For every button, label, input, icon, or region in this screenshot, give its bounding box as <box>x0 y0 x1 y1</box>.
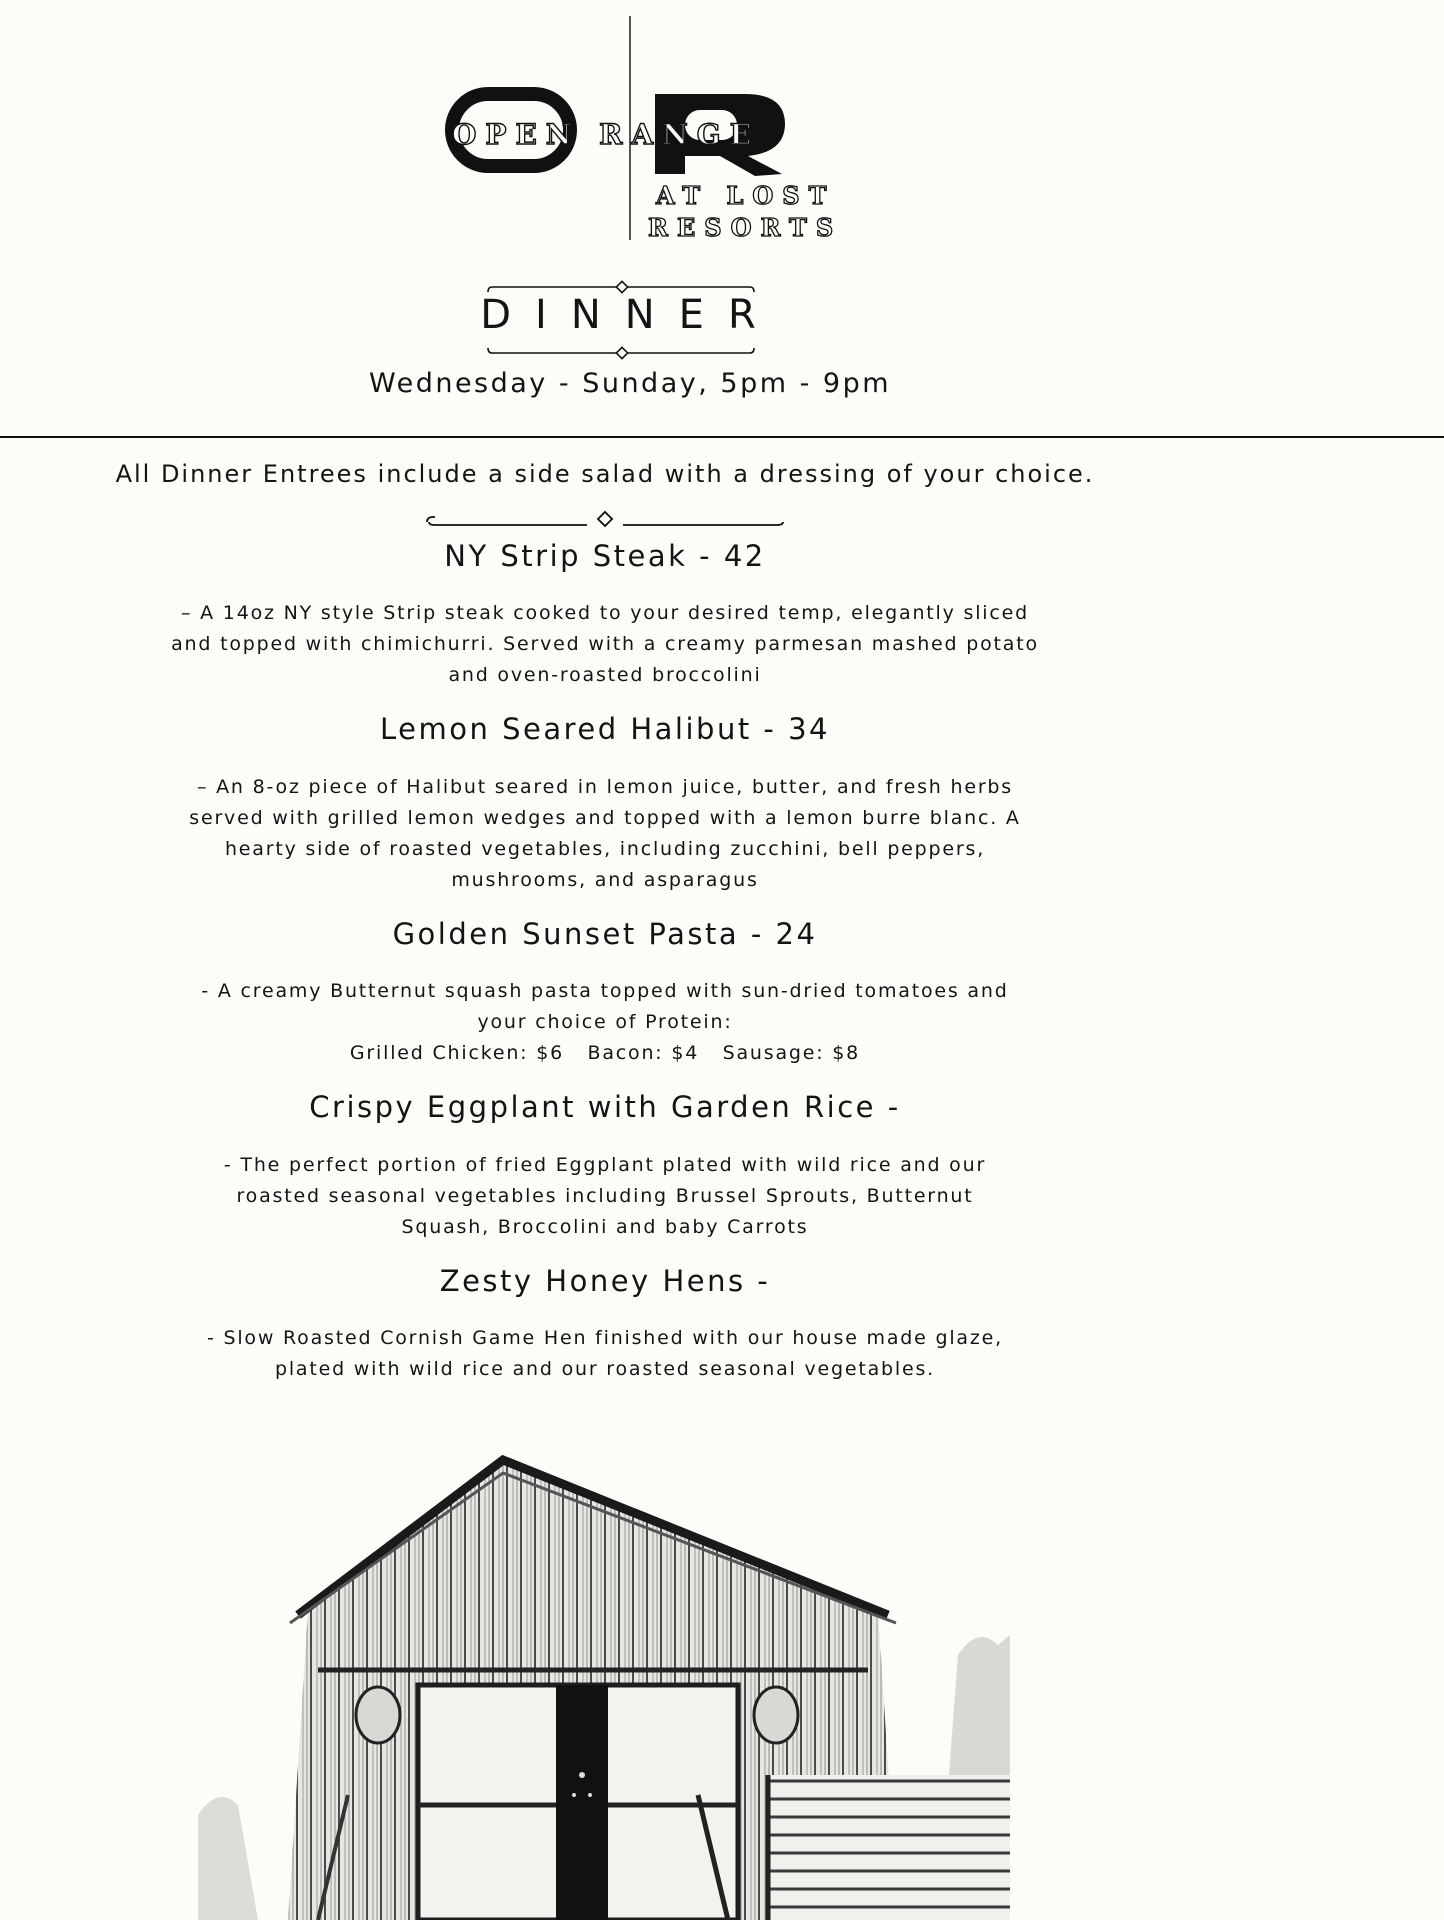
logo-text-at-lost: AT LOST <box>656 181 836 210</box>
menu-item-description <box>0 976 1210 1069</box>
description-line: - A creamy Butternut squash pasta topped with sun-dried tomatoes and <box>201 980 1009 1002</box>
menu-item-title: NY Strip Steak - 42 <box>444 539 766 573</box>
menu-item-title: Golden Sunset Pasta - 24 <box>392 917 818 951</box>
menu-item-title: Lemon Seared Halibut - 34 <box>379 712 830 746</box>
menu-item-description <box>0 772 1210 896</box>
entree-note: All Dinner Entrees include a side salad with a dressing of your choice. <box>115 460 1095 488</box>
divider <box>0 436 1444 438</box>
menu-item-title: Crispy Eggplant with Garden Rice - <box>309 1090 901 1124</box>
description-line: served with grilled lemon wedges and topped with a lemon burre blanc. A <box>189 807 1021 829</box>
description-line: your choice of Protein: <box>477 1011 733 1033</box>
menu-item-description <box>0 1323 1210 1385</box>
barn-photo <box>198 1455 1010 1920</box>
ornament-bottom <box>486 344 756 360</box>
description-line: - Slow Roasted Cornish Game Hen finished with our house made glaze, <box>207 1327 1003 1349</box>
menu-item-title: Zesty Honey Hens - <box>439 1264 771 1298</box>
menu-item-description <box>0 1150 1210 1243</box>
description-line: roasted seasonal vegetables including Brussel Sprouts, Butternut <box>236 1185 974 1207</box>
description-line: and topped with chimichurri. Served with a creamy parmesan mashed potato <box>171 633 1039 655</box>
page-title: DINNER <box>480 292 780 338</box>
description-line: and oven-roasted broccolini <box>448 664 762 686</box>
service-hours: Wednesday - Sunday, 5pm - 9pm <box>368 368 892 399</box>
description-line: – A 14oz NY style Strip steak cooked to your desired temp, elegantly sliced <box>181 602 1029 624</box>
open-range-logo <box>430 14 850 254</box>
description-line: mushrooms, and asparagus <box>451 869 759 891</box>
ornament-note <box>425 509 785 529</box>
description-line: – An 8-oz piece of Halibut seared in lemon juice, butter, and fresh herbs <box>197 776 1013 798</box>
description-line: Grilled Chicken: $6 Bacon: $4 Sausage: $8 <box>349 1042 861 1064</box>
logo-text-open-range: OPEN RANGE <box>452 118 760 151</box>
description-line: plated with wild rice and our roasted seasonal vegetables. <box>274 1358 936 1380</box>
description-line: hearty side of roasted vegetables, including zucchini, bell peppers, <box>224 838 986 860</box>
menu-item-description <box>0 598 1210 691</box>
description-line: Squash, Broccolini and baby Carrots <box>401 1216 809 1238</box>
description-line: - The perfect portion of fried Eggplant plated with wild rice and our <box>223 1154 987 1176</box>
logo-text-resorts: RESORTS <box>648 213 843 242</box>
